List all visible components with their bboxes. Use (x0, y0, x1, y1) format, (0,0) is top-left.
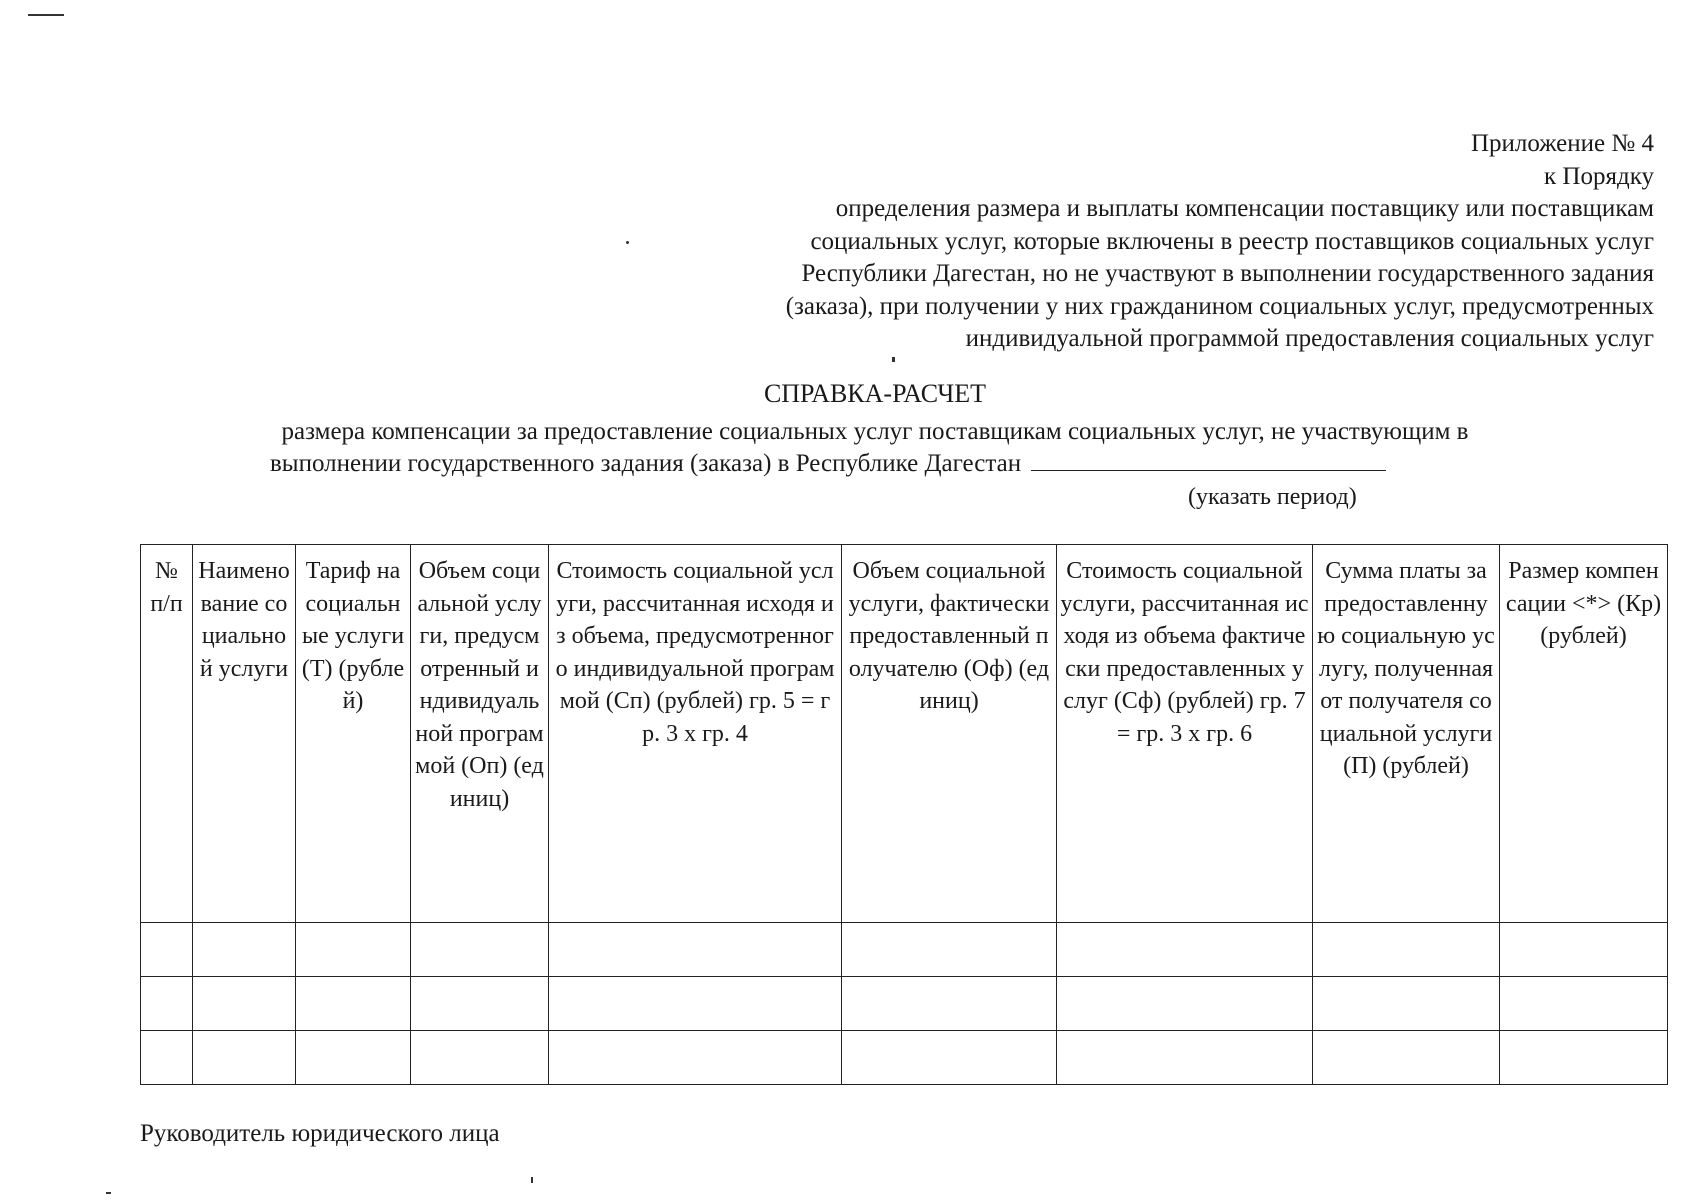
table-cell[interactable] (842, 977, 1057, 1031)
table-cell[interactable] (549, 1031, 842, 1085)
table-row (141, 923, 1668, 977)
calculation-table (140, 544, 1668, 1085)
column-header-actual-volume: Объем социальной услуги, фактически предоставленный получателю (Оф) (единиц) (842, 545, 1057, 923)
table-cell[interactable] (1057, 977, 1313, 1031)
subtitle-text: выполнении государственного задания (заказа) в Республике Дагестан (270, 450, 1022, 477)
appendix-line: социальных услуг, которые включены в реестр поставщиков социальных услуг (810, 227, 1654, 255)
table-cell[interactable] (1057, 1031, 1313, 1085)
table-cell[interactable] (1500, 923, 1668, 977)
document-subtitle-line-2 (270, 448, 1386, 480)
table-cell[interactable] (411, 1031, 549, 1085)
column-header-actual-cost: Стоимость социальной услуги, рассчитанная исходя из объема фактически предоставленных услуг (Сф) (рублей) гр. 7 = гр. 3 х гр. 6 (1057, 545, 1313, 923)
appendix-line: к Порядку (1544, 162, 1654, 190)
column-header-tariff: Тариф на социальные услуги (Т) (рублей) (296, 545, 411, 923)
table-cell[interactable] (842, 1031, 1057, 1085)
table-cell[interactable] (1313, 923, 1500, 977)
appendix-line: индивидуальной программой предоставления социальных услуг (965, 325, 1654, 352)
table-row (141, 1031, 1668, 1085)
column-header-recipient-payment: Сумма платы за предоставленную социальную услугу, полученная от получателя социальной услуги (П) (рублей) (1313, 545, 1500, 923)
table-cell[interactable] (296, 977, 411, 1031)
table-cell[interactable] (296, 1031, 411, 1085)
table-cell[interactable] (842, 923, 1057, 977)
signature-label: Руководитель юридического лица (140, 1120, 500, 1147)
document-title: СПРАВКА-РАСЧЕТ (763, 379, 987, 408)
table-cell[interactable] (1313, 977, 1500, 1031)
table-cell[interactable] (549, 923, 842, 977)
period-blank-line[interactable] (1031, 448, 1386, 471)
table-cell[interactable] (1500, 977, 1668, 1031)
appendix-line: Приложение № 4 (1470, 130, 1654, 157)
column-header-service-name: Наименование социальной услуги (193, 545, 296, 923)
appendix-block (786, 128, 1654, 356)
table-cell[interactable] (1313, 1031, 1500, 1085)
table-cell[interactable] (141, 977, 193, 1031)
column-header-planned-cost: Стоимость социальной услуги, рассчитанная исходя из объема, предусмотренного индивидуальной программой (Сп) (рублей) гр. 5 = гр. 3 х гр. 4 (549, 545, 842, 923)
table-cell[interactable] (193, 923, 296, 977)
table-cell[interactable] (296, 923, 411, 977)
scan-dot (626, 241, 629, 244)
table-cell[interactable] (141, 923, 193, 977)
column-header-number: № п/п (141, 545, 193, 923)
table-cell[interactable] (141, 1031, 193, 1085)
scan-mark (28, 14, 64, 16)
appendix-line: определения размера и выплаты компенсации поставщику или поставщикам (835, 195, 1654, 222)
table-cell[interactable] (193, 977, 296, 1031)
column-header-planned-volume: Объем социальной услуги, предусмотренный индивидуальной программой (Оп) (единиц) (411, 545, 549, 923)
period-hint: (указать период) (1188, 484, 1357, 510)
scan-dot (106, 1192, 111, 1194)
document-subtitle-line-1: размера компенсации за предоставление социальных услуг поставщикам социальных услуг, не участвующим в (281, 418, 1469, 445)
table-cell[interactable] (411, 923, 549, 977)
table-cell[interactable] (411, 977, 549, 1031)
table-header-row (141, 545, 1668, 923)
scan-dot (531, 1177, 533, 1183)
table-cell[interactable] (1500, 1031, 1668, 1085)
column-header-compensation: Размер компенсации <*> (Кр) (рублей) (1500, 545, 1668, 923)
table-row (141, 977, 1668, 1031)
table-cell[interactable] (549, 977, 842, 1031)
appendix-line: Республики Дагестан, но не участвуют в выполнении государственного задания (801, 260, 1654, 287)
scan-dot (892, 357, 895, 362)
table-cell[interactable] (1057, 923, 1313, 977)
table-cell[interactable] (193, 1031, 296, 1085)
appendix-line: (заказа), при получении у них гражданином социальных услуг, предусмотренных (785, 292, 1654, 320)
